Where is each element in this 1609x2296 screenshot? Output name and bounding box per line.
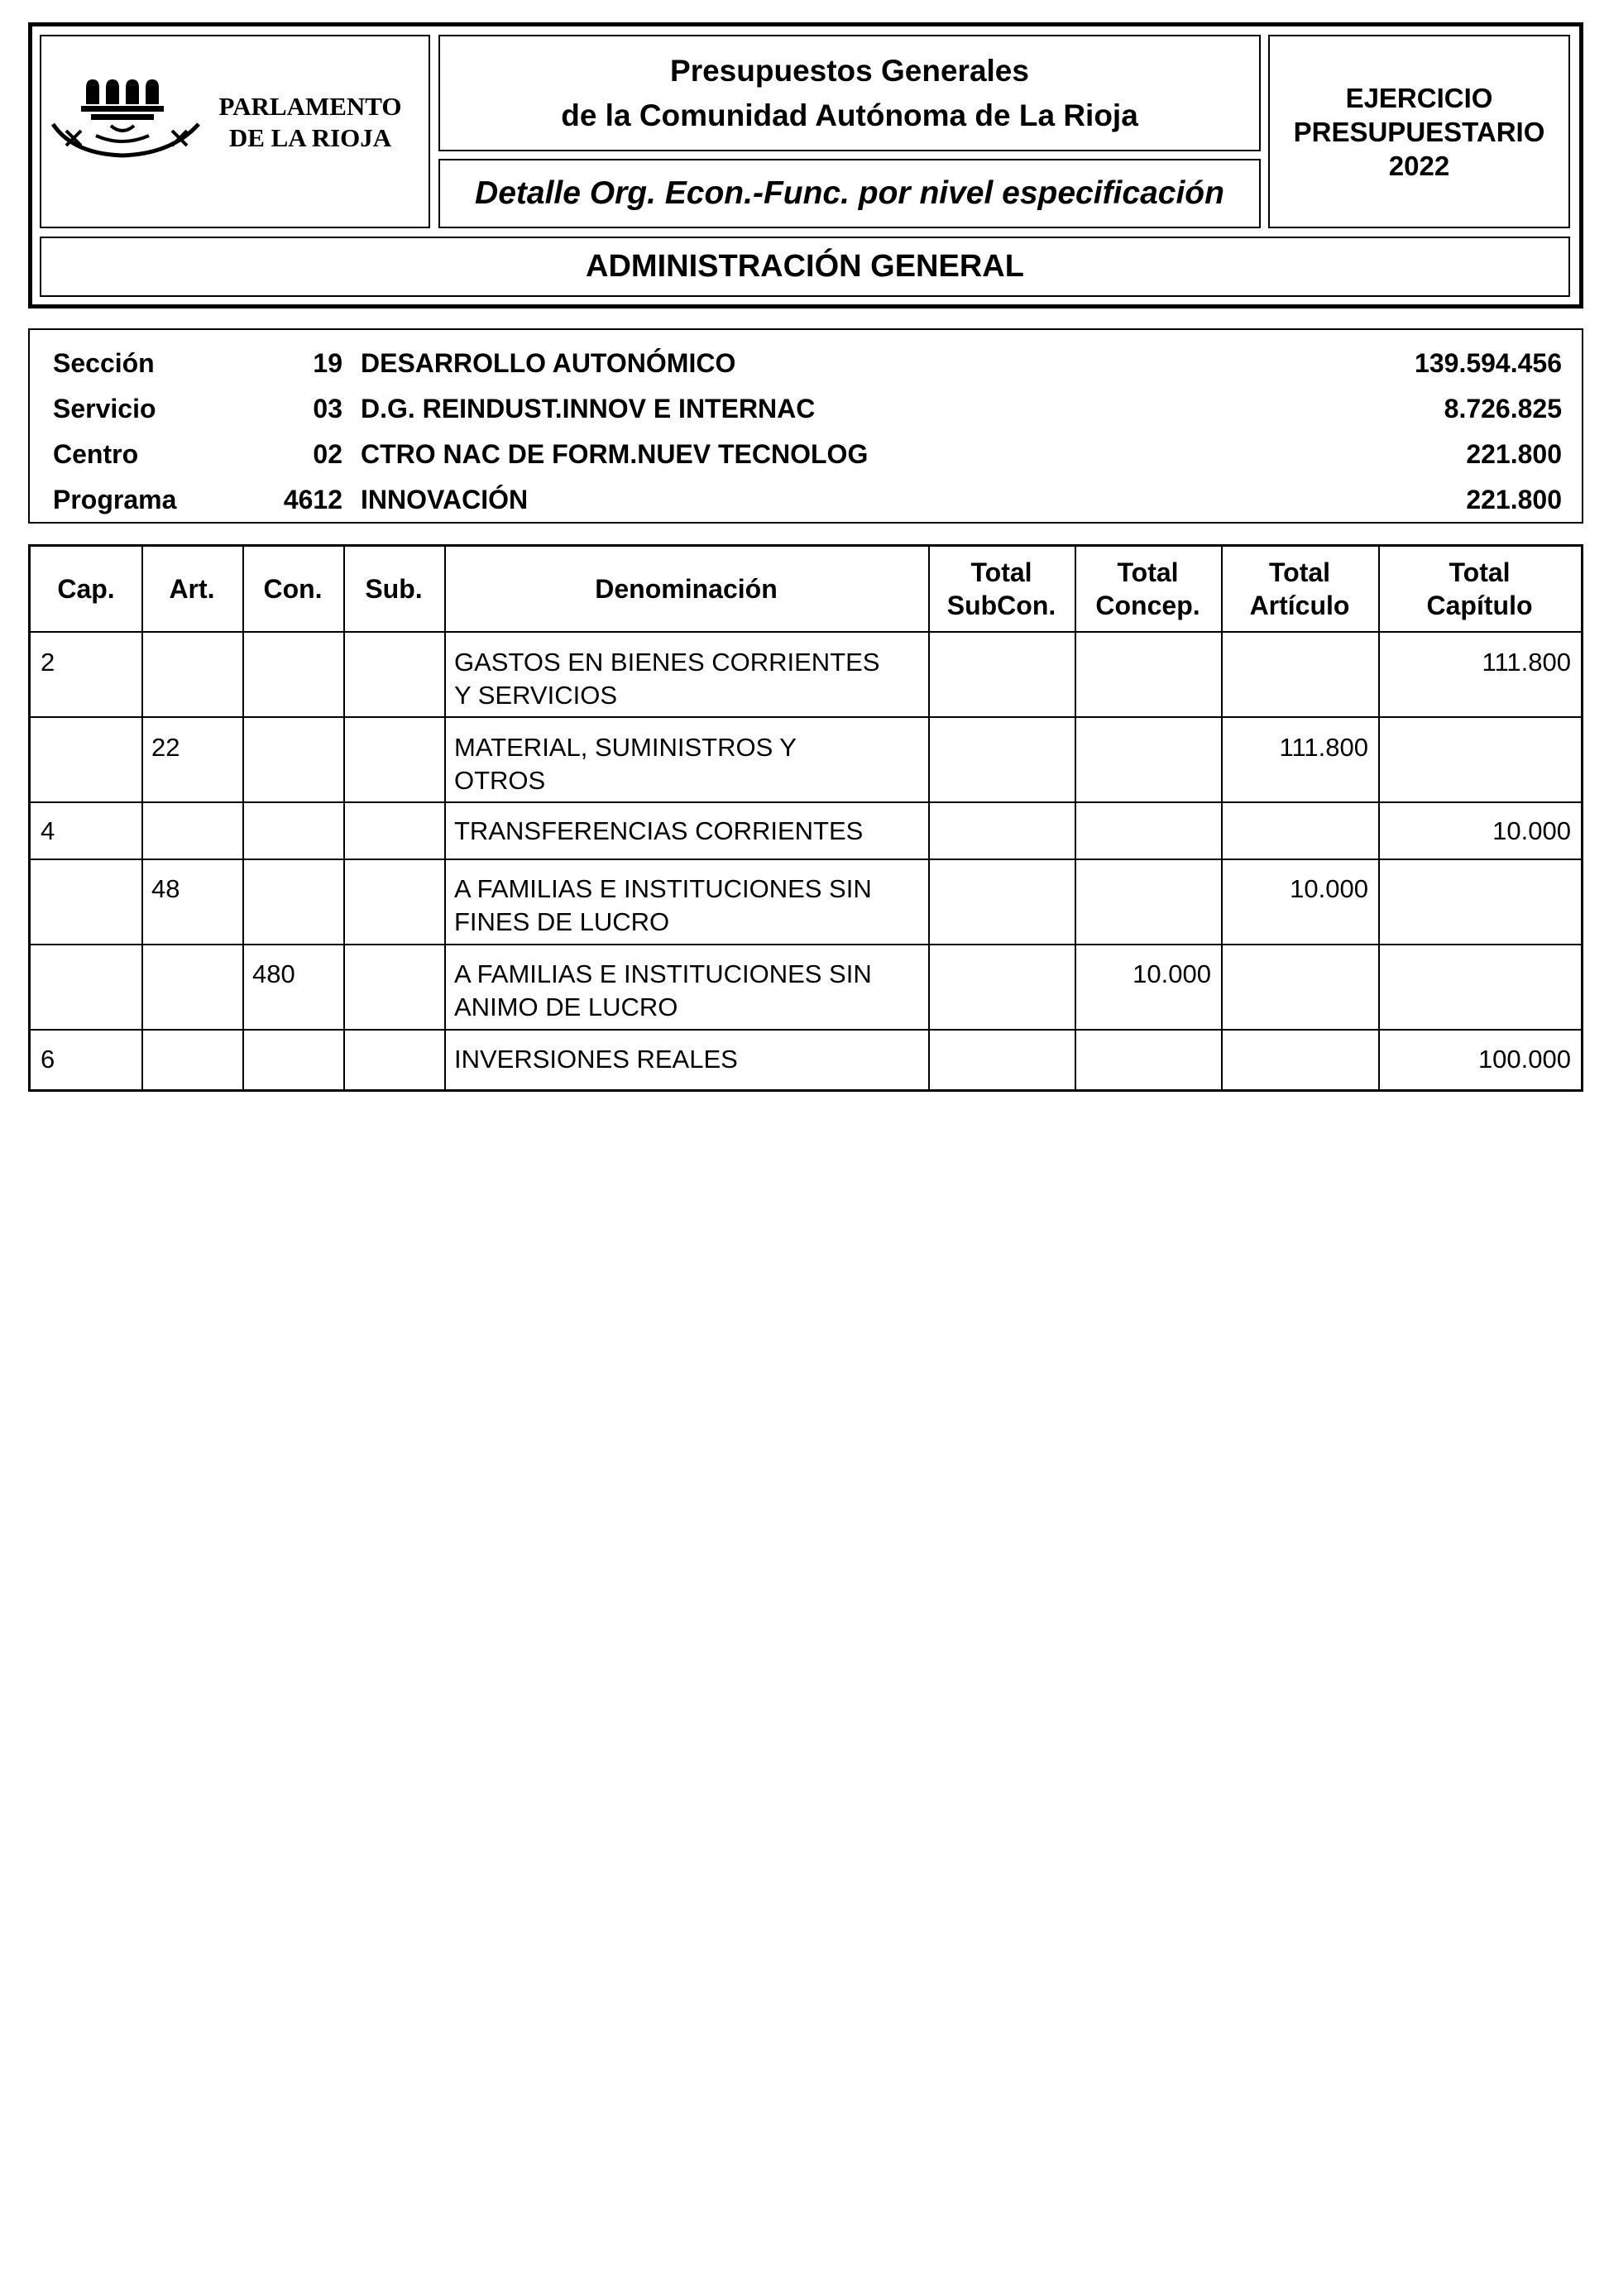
cell-art: 48 bbox=[151, 874, 180, 903]
denominacion-line-1: GASTOS EN BIENES CORRIENTES bbox=[454, 648, 880, 677]
denominacion-line-1: TRANSFERENCIAS CORRIENTES bbox=[454, 816, 864, 845]
exercise-year: 2022 bbox=[1388, 150, 1450, 181]
info-label: Centro bbox=[53, 439, 139, 469]
info-row-programa bbox=[30, 476, 1582, 521]
denominacion-line-2: FINES DE LUCRO bbox=[454, 907, 670, 936]
title-line-2: de la Comunidad Autónoma de La Rioja bbox=[561, 98, 1138, 132]
info-amount: 221.800 bbox=[1466, 485, 1562, 514]
row-divider bbox=[31, 944, 1581, 945]
info-code: 4612 bbox=[283, 485, 342, 514]
info-amount: 221.800 bbox=[1466, 439, 1562, 469]
info-code: 02 bbox=[313, 439, 342, 469]
cell-total-concep: 10.000 bbox=[1133, 959, 1211, 988]
cell-cap: 6 bbox=[41, 1045, 55, 1074]
column-header-total-concep: Total Concep. bbox=[1095, 557, 1200, 620]
info-name: DESARROLLO AUTONÓMICO bbox=[361, 348, 736, 378]
column-header-total-articulo: Total Artículo bbox=[1249, 557, 1350, 620]
info-name: CTRO NAC DE FORM.NUEV TECNOLOG bbox=[361, 439, 869, 469]
info-label: Servicio bbox=[53, 394, 156, 423]
cell-denominacion bbox=[444, 731, 928, 797]
cell-art: 22 bbox=[151, 733, 180, 762]
row-divider bbox=[31, 1029, 1581, 1031]
cell-denominacion bbox=[444, 646, 928, 712]
info-name: D.G. REINDUST.INNOV E INTERNAC bbox=[361, 394, 816, 423]
column-header-denominacion: Denominación bbox=[595, 574, 778, 604]
info-amount: 139.594.456 bbox=[1415, 348, 1562, 378]
cell-cap: 4 bbox=[41, 816, 55, 845]
cell-total-capitulo: 10.000 bbox=[1492, 816, 1571, 845]
denominacion-line-1: INVERSIONES REALES bbox=[454, 1045, 738, 1074]
denominacion-line-2: Y SERVICIOS bbox=[454, 681, 617, 710]
cell-total-articulo: 111.800 bbox=[1279, 733, 1368, 762]
cell-total-capitulo: 100.000 bbox=[1477, 1045, 1571, 1074]
column-header-cap: Cap. bbox=[57, 574, 115, 604]
info-name: INNOVACIÓN bbox=[361, 485, 529, 514]
row-divider bbox=[31, 716, 1581, 718]
column-header-con: Con. bbox=[263, 574, 323, 604]
exercise-label-1: EJERCICIO bbox=[1345, 82, 1493, 113]
cell-total-articulo: 10.000 bbox=[1290, 874, 1368, 903]
column-header-total-subcon: Total SubCon. bbox=[946, 557, 1056, 620]
denominacion-line-1: A FAMILIAS E INSTITUCIONES SIN bbox=[454, 874, 872, 903]
cell-cap: 2 bbox=[41, 648, 55, 677]
exercise-label-2: PRESUPUESTARIO bbox=[1293, 116, 1545, 147]
cell-total-capitulo: 111.800 bbox=[1482, 648, 1571, 677]
subtitle-box bbox=[438, 159, 1261, 228]
title-box bbox=[438, 35, 1261, 151]
row-divider bbox=[31, 631, 1581, 633]
section-heading-box bbox=[40, 237, 1570, 297]
cell-denominacion bbox=[444, 873, 928, 939]
denominacion-line-1: MATERIAL, SUMINISTROS Y bbox=[454, 733, 797, 762]
info-row-servicio bbox=[30, 385, 1582, 430]
denominacion-line-2: ANIMO DE LUCRO bbox=[454, 993, 678, 1021]
row-divider bbox=[31, 859, 1581, 860]
cell-denominacion bbox=[444, 958, 928, 1024]
info-code: 19 bbox=[313, 348, 342, 378]
info-label: Programa bbox=[53, 485, 177, 514]
organization-info bbox=[28, 328, 1583, 524]
denominacion-line-1: A FAMILIAS E INSTITUCIONES SIN bbox=[454, 959, 872, 988]
budget-table bbox=[28, 544, 1583, 1092]
info-label: Sección bbox=[53, 348, 155, 378]
info-row-seccion bbox=[30, 340, 1582, 385]
cell-con: 480 bbox=[252, 959, 295, 988]
title-line-1: Presupuestos Generales bbox=[670, 53, 1029, 88]
column-header-sub: Sub. bbox=[365, 574, 423, 604]
cell-denominacion bbox=[444, 815, 928, 848]
column-header-total-capitulo: Total Capítulo bbox=[1426, 557, 1533, 620]
info-code: 03 bbox=[313, 394, 342, 423]
row-divider bbox=[31, 801, 1581, 803]
parliament-name: PARLAMENTO DE LA RIOJA bbox=[218, 92, 402, 152]
info-row-centro bbox=[30, 431, 1582, 476]
report-subtitle: Detalle Org. Econ.-Func. por nivel especificación bbox=[475, 175, 1224, 211]
parliament-emblem-icon bbox=[48, 73, 207, 165]
info-amount: 8.726.825 bbox=[1444, 394, 1562, 423]
denominacion-line-2: OTROS bbox=[454, 766, 546, 795]
column-header-art: Art. bbox=[169, 574, 215, 604]
cell-denominacion bbox=[444, 1043, 928, 1076]
exercise-box bbox=[1268, 35, 1570, 228]
section-heading: ADMINISTRACIÓN GENERAL bbox=[586, 249, 1024, 284]
